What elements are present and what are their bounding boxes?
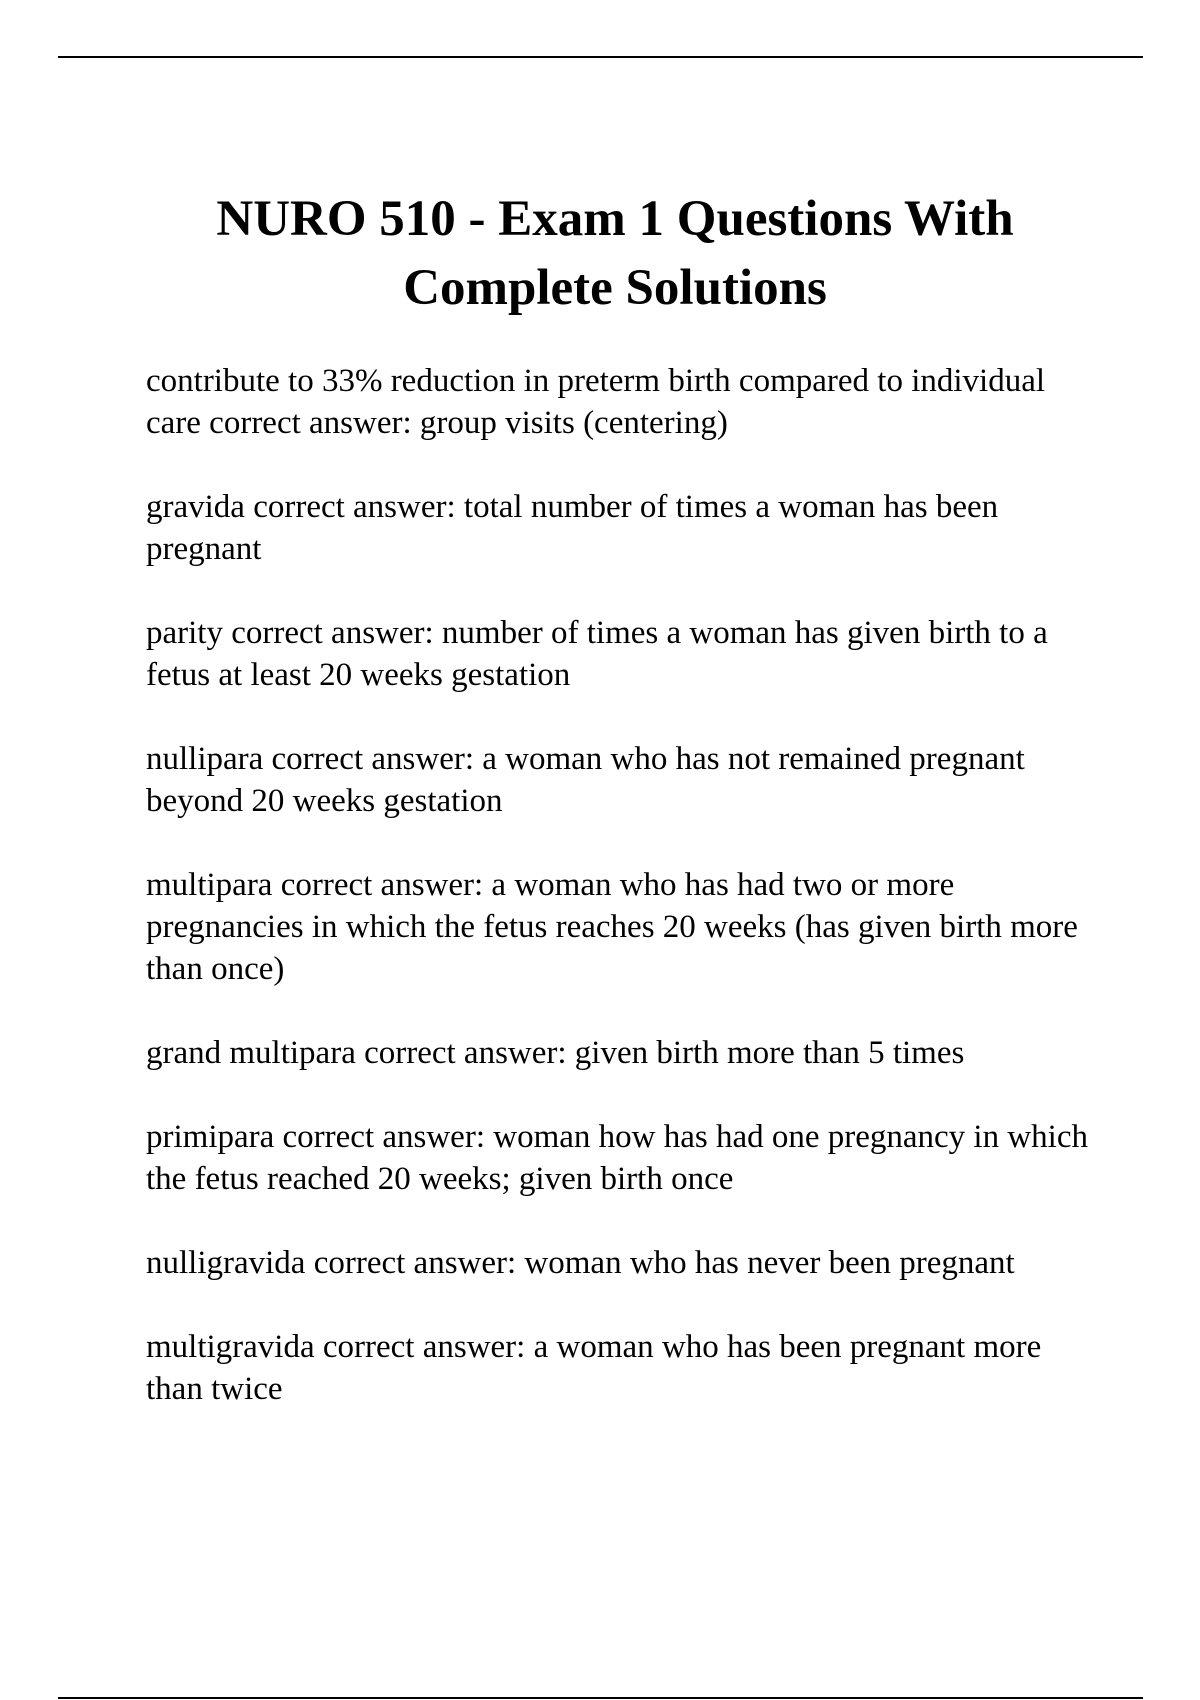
qa-entry: grand multipara correct answer: given birth more than 5 times [146,1035,965,1071]
bottom-divider [58,1697,1143,1699]
qa-list [146,360,1106,1452]
qa-entry: gravida correct answer: total number of times a woman has been pregnant [146,489,999,567]
qa-entry: primipara correct answer: woman how has had one pregnancy in which the fetus reached 20 weeks; given birth once [146,1119,1088,1197]
qa-entry: multigravida correct answer: a woman who has been pregnant more than twice [146,1329,1042,1407]
top-divider [58,56,1143,58]
qa-entry: multipara correct answer: a woman who has had two or more pregnancies in which the fetus reaches 20 weeks (has given birth more than once) [146,867,1078,987]
qa-entry: parity correct answer: number of times a woman has given birth to a fetus at least 20 weeks gestation [146,615,1048,693]
page-title: NURO 510 - Exam 1 Questions With Complete Solutions [216,191,1014,316]
qa-entry: nulligravida correct answer: woman who has never been pregnant [146,1245,1015,1281]
qa-entry: contribute to 33% reduction in preterm birth compared to individual care correct answer: group visits (centering) [146,363,1046,441]
qa-entry: nullipara correct answer: a woman who has not remained pregnant beyond 20 weeks gestation [146,741,1025,819]
